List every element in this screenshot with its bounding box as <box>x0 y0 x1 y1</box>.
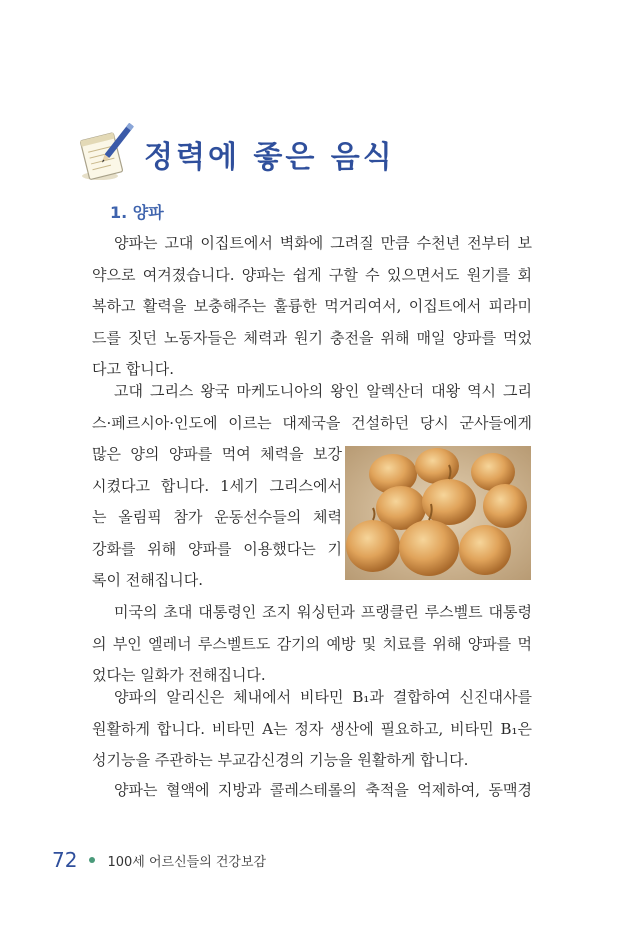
text-line: 미국의 초대 대통령인 조지 워싱턴과 프랭클린 루스벨트 대통령 <box>114 603 532 621</box>
page-footer <box>52 848 266 872</box>
text-line: 시켰다고 합니다. 1세기 그리스에서 <box>92 476 342 495</box>
text-line: 스·페르시아·인도에 이르는 대제국을 건설하던 당시 군사들에게 <box>92 413 532 432</box>
text-line: 양파의 알리신은 체내에서 비타민 B₁과 결합하여 신진대사를 <box>114 688 532 706</box>
bullet-dot-icon <box>89 857 95 863</box>
page-number: 72 <box>52 848 78 872</box>
text-line: 성기능을 주관하는 부교감신경의 기능을 원활하게 합니다. <box>92 751 469 770</box>
chapter-title: 정력에 좋은 음식 <box>144 140 395 175</box>
paragraph-5 <box>92 775 532 807</box>
text-line: 고대 그리스 왕국 마케도니아의 왕인 알렉산더 대왕 역시 그리 <box>114 382 532 400</box>
book-title: 100세 어르신들의 건강보감 <box>107 854 267 870</box>
text-line: 많은 양의 양파를 먹여 체력을 보강 <box>92 445 342 463</box>
text-line: 강화를 위해 양파를 이용했다는 기 <box>92 539 342 558</box>
text-line: 의 부인 엘레너 루스벨트도 감기의 예방 및 치료를 위해 양파를 먹 <box>92 634 532 653</box>
notepad-pencil-icon <box>78 118 136 184</box>
text-line: 드를 짓던 노동자들은 체력과 원기 충전을 위해 매일 양파를 먹었 <box>92 328 532 347</box>
text-line: 양파는 고대 이집트에서 벽화에 그려질 만큼 수천년 전부터 보 <box>114 234 532 252</box>
text-line: 는 올림픽 참가 운동선수들의 체력 <box>92 508 342 527</box>
text-line: 약으로 여겨졌습니다. 양파는 쉽게 구할 수 있으면서도 원기를 회 <box>92 265 532 284</box>
paragraph-2 <box>92 376 532 439</box>
text-line: 록이 전해집니다. <box>92 571 203 590</box>
onion-photo <box>345 446 531 580</box>
text-line: 었다는 일화가 전해집니다. <box>92 666 266 685</box>
chapter-heading <box>78 118 395 184</box>
paragraph-4 <box>92 682 532 777</box>
text-line: 양파는 혈액에 지방과 콜레스테롤의 축적을 억제하여, 동맥경 <box>114 781 532 799</box>
paragraph-1 <box>92 228 532 386</box>
paragraph-3 <box>92 597 532 692</box>
text-line: 원활하게 합니다. 비타민 A는 정자 생산에 필요하고, 비타민 B₁은 <box>92 719 532 738</box>
section-title: 1. 양파 <box>110 203 164 222</box>
text-line: 복하고 활력을 보충해주는 훌륭한 먹거리여서, 이집트에서 피라미 <box>92 297 532 316</box>
text-line: 다고 합니다. <box>92 360 174 379</box>
